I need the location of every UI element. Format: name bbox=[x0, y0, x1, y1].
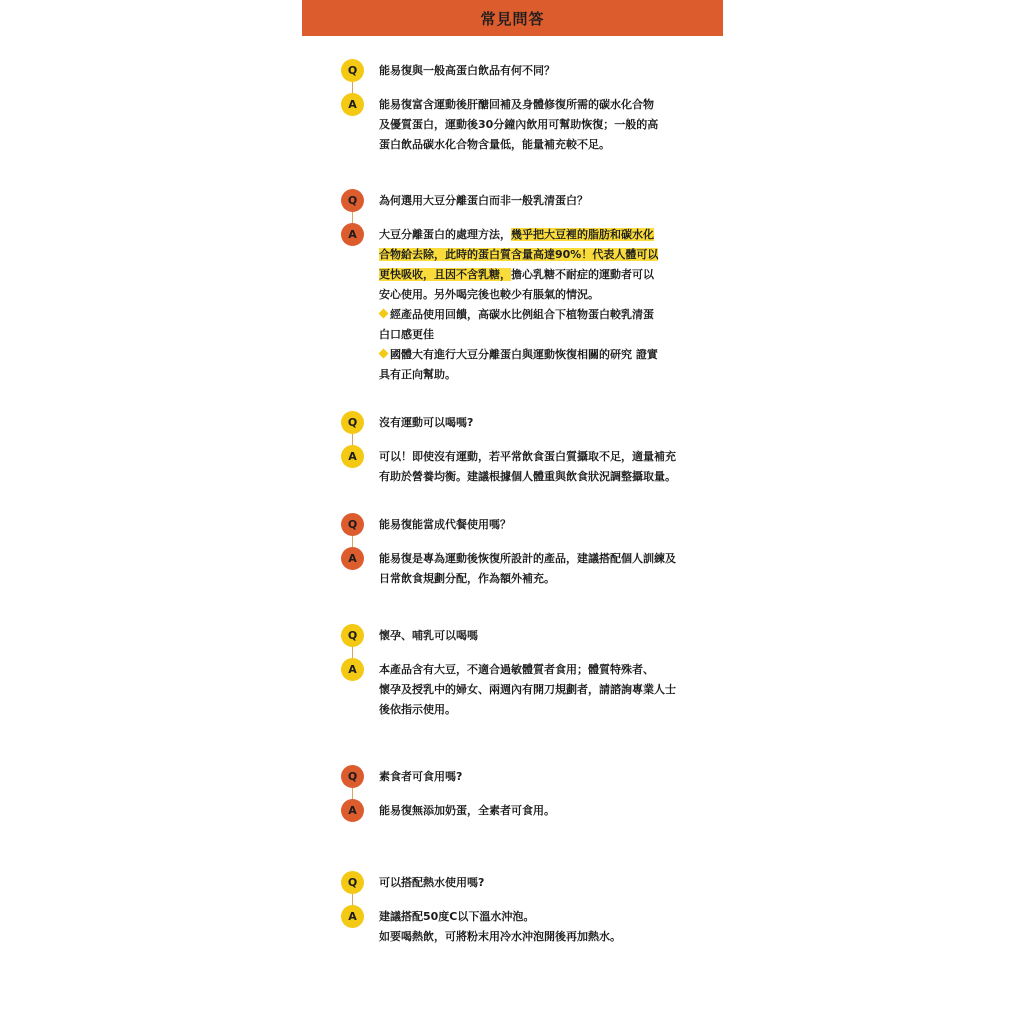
a-badge: A bbox=[341, 223, 364, 246]
page-title: 常見問答 bbox=[480, 9, 545, 28]
question-text: 能易復能當成代餐使用嗎？ bbox=[379, 518, 511, 531]
question-row bbox=[341, 871, 721, 894]
question-text: 可以搭配熱水使用嗎? bbox=[379, 876, 485, 889]
answer-row bbox=[341, 658, 721, 720]
highlighted-text: 合物給去除，此時的蛋白質含量高達90%！代表人體可以 bbox=[379, 248, 659, 261]
answer-row bbox=[341, 547, 721, 589]
faq-item-1 bbox=[341, 59, 721, 155]
question-text: 為何選用大豆分離蛋白而非一般乳清蛋白？ bbox=[379, 194, 588, 207]
question-text: 懷孕、哺乳可以喝嗎 bbox=[379, 629, 478, 642]
answer-text: 可以！即使沒有運動，若平常飲食蛋白質攝取不足，適量補充 有助於營養均衡。建議根據個人體重與飲食狀況調整攝取量。 bbox=[379, 450, 676, 483]
q-badge: Q bbox=[341, 871, 364, 894]
highlighted-text: 更快吸收，且因不含乳糖， bbox=[379, 268, 511, 281]
question-text: 沒有運動可以喝嗎? bbox=[379, 416, 474, 429]
q-badge: Q bbox=[341, 765, 364, 788]
answer-text: 能易復無添加奶蛋，全素者可食用。 bbox=[379, 804, 555, 817]
faq-item-2 bbox=[341, 189, 721, 385]
a-badge: A bbox=[341, 799, 364, 822]
answer-row bbox=[341, 905, 721, 947]
a-badge: A bbox=[341, 905, 364, 928]
answer-text: 能易復是專為運動後恢復所設計的產品，建議搭配個人訓練及 日常飲食規劃分配，作為額外補充。 bbox=[379, 552, 676, 585]
answer-text: 能易復富含運動後肝醣回補及身體修復所需的碳水化合物 及優質蛋白，運動後30分鐘內飲用可幫助恢復；一般的高 蛋白飲品碳水化合物含量低，能量補充較不足。 bbox=[379, 98, 659, 151]
faq-item-7 bbox=[341, 871, 721, 947]
question-text: 能易復與一般高蛋白飲品有何不同？ bbox=[379, 64, 555, 77]
a-badge: A bbox=[341, 445, 364, 468]
q-badge: Q bbox=[341, 189, 364, 212]
answer-text: 建議搭配50度C以下溫水沖泡。 如要喝熱飲，可將粉末用冷水沖泡開後再加熱水。 bbox=[379, 910, 621, 943]
faq-item-6 bbox=[341, 765, 721, 821]
answer-row bbox=[341, 93, 721, 155]
answer-row bbox=[341, 223, 721, 385]
a-badge: A bbox=[341, 547, 364, 570]
q-badge: Q bbox=[341, 59, 364, 82]
highlighted-text: 幾乎把大豆裡的脂肪和碳水化 bbox=[511, 228, 654, 241]
faq-item-3 bbox=[341, 411, 721, 487]
answer-text: 本產品含有大豆，不適合過敏體質者食用；體質特殊者、 懷孕及授乳中的婦女、兩週內有開刀規劃者，請諮詢專業人士 後依指示使用。 bbox=[379, 663, 676, 716]
question-row bbox=[341, 513, 721, 536]
answer-text: 大豆分離蛋白的處理方法，幾乎把大豆裡的脂肪和碳水化 合物給去除，此時的蛋白質含量高達90%！代表人體可以 更快吸收，且因不含乳糖，擔心乳糖不耐症的運動者可以 安心使用。另外喝完後也較少有脹氣的情況。 經產品使用回饋，高碳水比例組合下植物蛋白較乳清蛋 白口感更佳 國體大有進行大豆分離蛋白與運動恢復相關的研究 證實 具有正向幫助。 bbox=[379, 228, 659, 381]
diamond-bullet-icon bbox=[379, 349, 389, 359]
faq-item-4 bbox=[341, 513, 721, 589]
question-row bbox=[341, 624, 721, 647]
diamond-bullet-icon bbox=[379, 309, 389, 319]
q-badge: Q bbox=[341, 513, 364, 536]
faq-item-5 bbox=[341, 624, 721, 720]
question-row bbox=[341, 765, 721, 788]
question-row bbox=[341, 189, 721, 212]
answer-row bbox=[341, 445, 721, 487]
q-badge: Q bbox=[341, 411, 364, 434]
q-badge: Q bbox=[341, 624, 364, 647]
question-row bbox=[341, 59, 721, 82]
question-text: 素食者可食用嗎? bbox=[379, 770, 463, 783]
a-badge: A bbox=[341, 93, 364, 116]
answer-row bbox=[341, 799, 721, 821]
question-row bbox=[341, 411, 721, 434]
a-badge: A bbox=[341, 658, 364, 681]
header-bar bbox=[302, 0, 723, 36]
